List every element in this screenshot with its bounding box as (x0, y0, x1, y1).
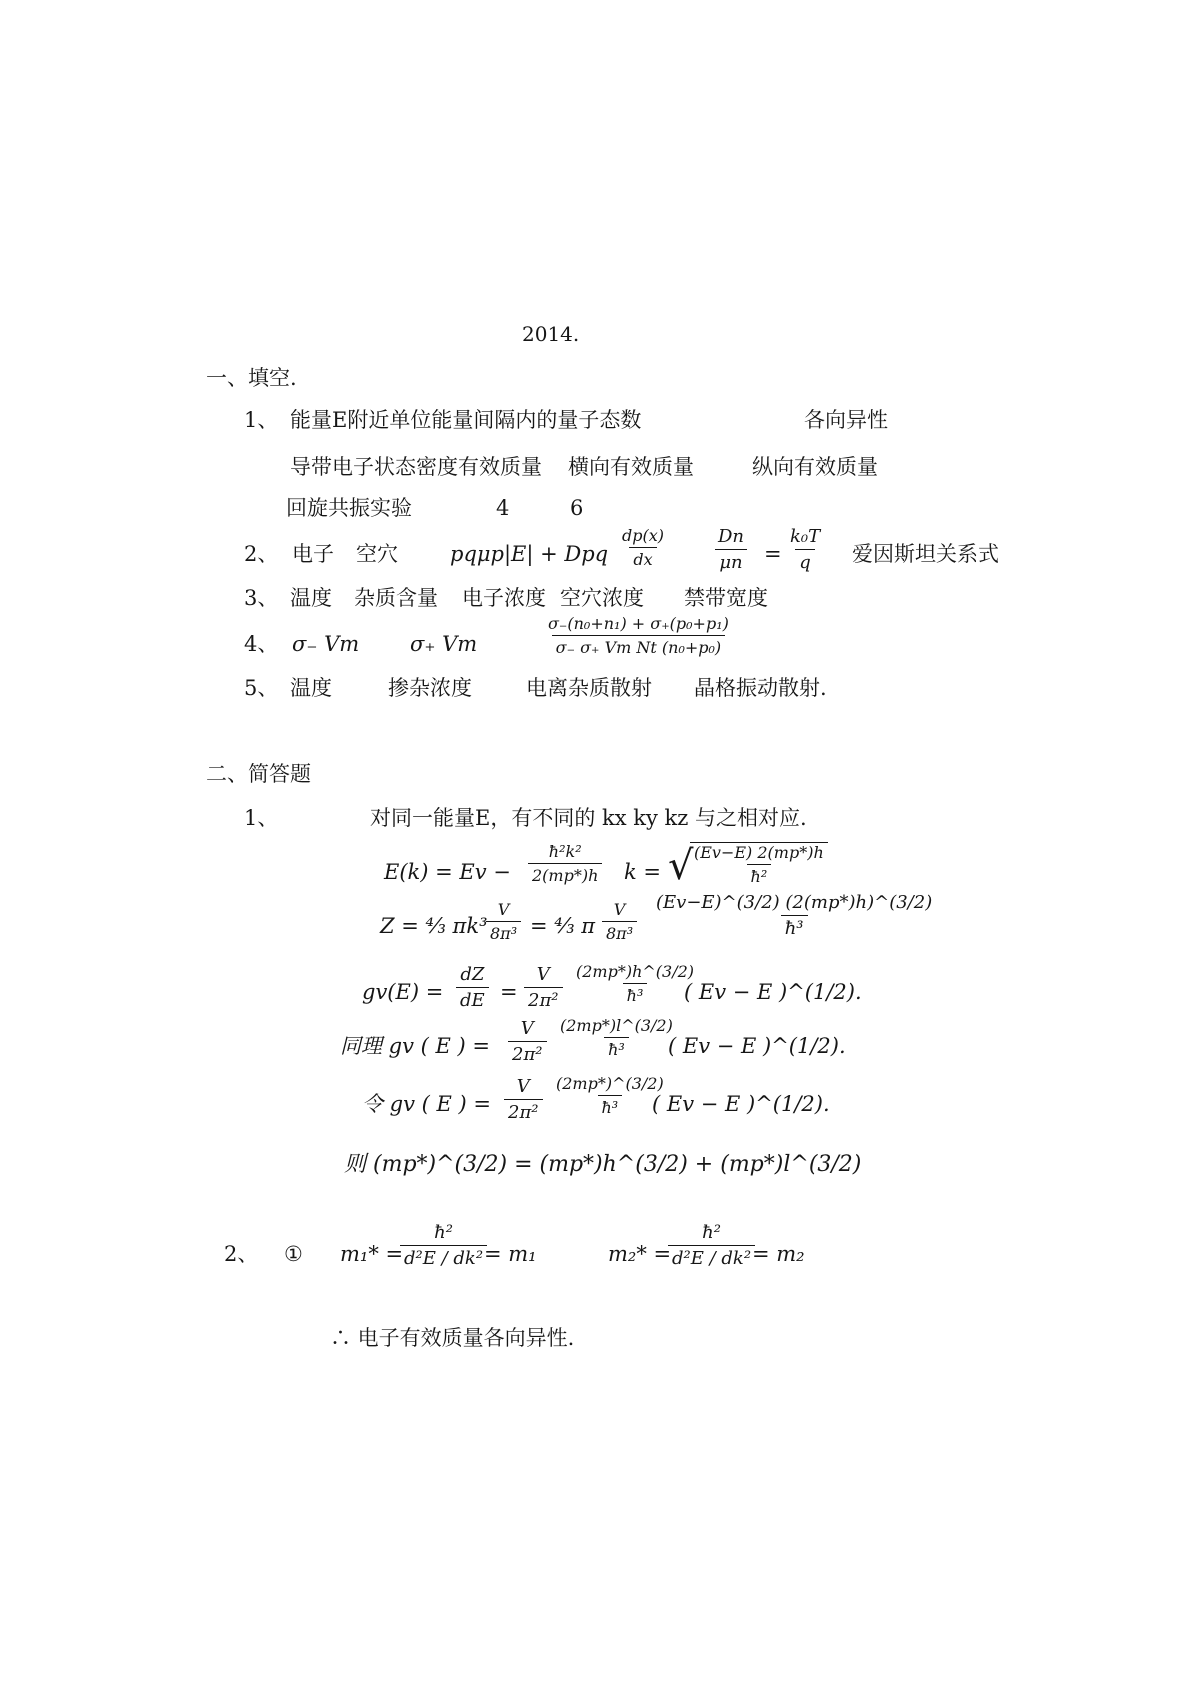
item4-answer-fraction (544, 614, 733, 657)
item2-derivative-num: dp(x) (622, 526, 664, 545)
same-m-num: (2mp*)l^(3/2) (560, 1016, 673, 1035)
item2-kt-den: q (795, 549, 815, 573)
z-frb-num: V (613, 900, 626, 919)
gv-deriv (456, 964, 489, 1011)
let-v-den: 2π² (504, 1099, 543, 1123)
same-tail: ( Ev − E )^(1/2). (668, 1034, 846, 1058)
gv-lhs: gv(E) = (362, 980, 444, 1004)
q2-circle: ① (284, 1242, 303, 1266)
same-m-fraction (556, 1016, 677, 1059)
k-radicand (690, 842, 828, 886)
k-lhs: k = (624, 860, 661, 884)
m1-fraction (400, 1222, 487, 1269)
item1-answer-c: 导带电子状态密度有效质量 (290, 455, 542, 479)
item5-answer-d: 晶格振动散射. (694, 676, 827, 700)
item5-answer-a: 温度 (290, 676, 332, 700)
gv-v-fraction (524, 964, 563, 1011)
item1-answer-f: 回旋共振实验 (286, 496, 412, 520)
same-lhs: 同理 gv ( E ) = (340, 1034, 490, 1058)
item2-kt-num: k₀T (790, 526, 821, 547)
z-fraction-b (602, 900, 637, 943)
z-fraction-big (652, 892, 936, 939)
item2-derivative (618, 526, 668, 569)
gv-v-den: 2π² (524, 987, 563, 1011)
item3-answer-a: 温度 (290, 586, 332, 610)
item4-num: 4、 (244, 632, 279, 656)
z-frb-den: 8π³ (602, 921, 637, 943)
section2-heading: 二、简答题 (206, 762, 311, 786)
m1-lhs: m₁* = (340, 1242, 404, 1266)
k-rad-num: (Ev−E) 2(mp*)h (690, 842, 828, 864)
item2-answer-drift: pqμp|E| + Dpq (450, 542, 609, 566)
gv-m-fraction (572, 962, 698, 1005)
gv-m-num: (2mp*)h^(3/2) (576, 962, 695, 981)
item2-equals: = (764, 542, 782, 566)
let-lhs: 令 gv ( E ) = (362, 1092, 491, 1116)
item4-fraction-num: σ₋(n₀+n₁) + σ₊(p₀+p₁) (548, 614, 729, 633)
item5-answer-b: 掺杂浓度 (388, 676, 472, 700)
gv-eq: = (500, 980, 518, 1004)
section1-heading: 一、填空. (206, 366, 297, 390)
m1-num: ħ² (434, 1222, 453, 1243)
q2-conclusion: ∴ 电子有效质量各向异性. (330, 1326, 575, 1350)
item4-fraction-den: σ₋ σ₊ Vт Nt (n₀+p₀) (552, 635, 726, 657)
same-v-den: 2π² (508, 1041, 547, 1065)
item1-answer-e: 纵向有效质量 (752, 455, 878, 479)
m2-fraction (668, 1222, 755, 1269)
gv-deriv-num: dZ (460, 964, 485, 985)
same-v-fraction (508, 1018, 547, 1065)
same-m-den: ħ³ (604, 1037, 629, 1059)
z-big-den: ħ³ (781, 915, 808, 939)
gv-v-num: V (536, 964, 550, 985)
ek-den: 2(mp*)h (528, 863, 602, 885)
item2-ratio (714, 526, 748, 573)
let-v-fraction (504, 1076, 543, 1123)
m2-rhs: = m₂ (752, 1242, 805, 1266)
item3-num: 3、 (244, 586, 279, 610)
item2-ratio-den: μn (715, 549, 746, 573)
z-eq: = ⁴⁄₃ π (530, 914, 596, 938)
item1-answer-g: 4 (496, 496, 510, 520)
item1-answer-b: 各向异性 (804, 408, 888, 432)
z-big-num: (Ev−E)^(3/2) (2(mp*)h)^(3/2) (656, 892, 933, 913)
m2-den: d²E / dk² (668, 1245, 755, 1269)
m2-lhs: m₂* = (608, 1242, 672, 1266)
item1-num: 1、 (244, 408, 279, 432)
sqrt-sign: √ (668, 843, 694, 889)
let-m-den: ħ³ (598, 1095, 623, 1117)
q1-num: 1、 (244, 806, 279, 830)
item1-answer-h: 6 (570, 496, 584, 520)
gv-deriv-den: dE (456, 987, 489, 1011)
item3-answer-e: 禁带宽度 (684, 586, 768, 610)
m1-rhs: = m₁ (484, 1242, 537, 1266)
item3-answer-b: 杂质含量 (354, 586, 438, 610)
ek-num: ħ²k² (548, 842, 582, 861)
let-m-num: (2mp*)^(3/2) (556, 1074, 664, 1093)
let-m-fraction (552, 1074, 668, 1117)
page-title: 2014. (522, 322, 580, 346)
item4-answer-a: σ₋ Vт (292, 632, 360, 656)
item5-num: 5、 (244, 676, 279, 700)
z-fra-den: 8π³ (486, 921, 521, 943)
item2-answer-b: 空穴 (356, 542, 398, 566)
m2-num: ħ² (702, 1222, 721, 1243)
k-rad-den: ħ² (747, 864, 772, 886)
ek-fraction (528, 842, 602, 885)
z-fraction-a (486, 900, 521, 943)
item3-answer-d: 空穴浓度 (560, 586, 644, 610)
item2-num: 2、 (244, 542, 279, 566)
z-fra-num: V (497, 900, 510, 919)
item2-kt-fraction (786, 526, 824, 573)
then-line: 则 (mp*)^(3/2) = (mp*)h^(3/2) + (mp*)l^(3/2) (344, 1152, 862, 1177)
item3-answer-c: 电子浓度 (462, 586, 546, 610)
q2-num: 2、 (224, 1242, 259, 1266)
let-v-num: V (516, 1076, 530, 1097)
q1-intro: 对同一能量E，有不同的 kx ky kz 与之相对应. (370, 806, 807, 830)
same-v-num: V (520, 1018, 534, 1039)
let-tail: ( Ev − E )^(1/2). (652, 1092, 830, 1116)
z-lhs: Z = ⁴⁄₃ πk³ (380, 914, 488, 938)
item5-answer-c: 电离杂质散射 (526, 676, 652, 700)
item2-answer-einstein: 爱因斯坦关系式 (852, 542, 999, 566)
item2-answer-a: 电子 (292, 542, 334, 566)
item2-ratio-num: Dn (718, 526, 745, 547)
m1-den: d²E / dk² (400, 1245, 487, 1269)
ek-lhs: E(k) = Ev − (384, 860, 511, 884)
item1-answer-d: 横向有效质量 (568, 455, 694, 479)
gv-tail: ( Ev − E )^(1/2). (684, 980, 862, 1004)
item4-answer-b: σ₊ Vт (410, 632, 478, 656)
item2-derivative-den: dx (629, 547, 656, 569)
gv-m-den: ħ³ (623, 983, 648, 1005)
item1-answer-a: 能量E附近单位能量间隔内的量子态数 (290, 408, 642, 432)
